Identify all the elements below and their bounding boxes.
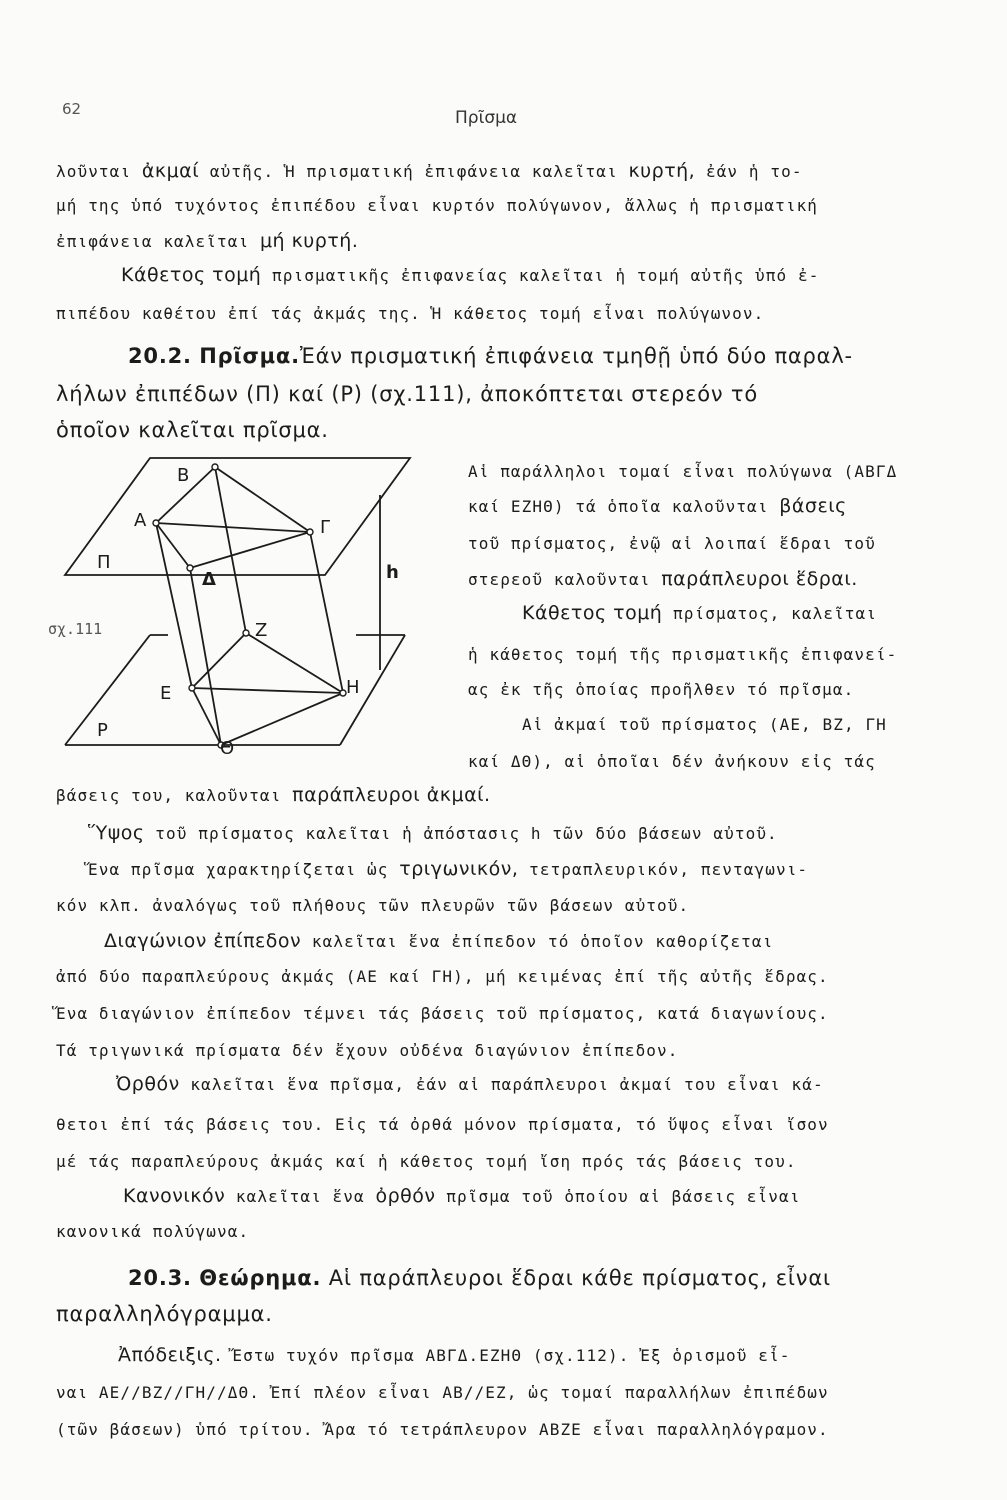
term-kathetos-tomi: Κάθετος τομή bbox=[121, 264, 262, 286]
base-edge bbox=[192, 688, 343, 693]
text-line-r4 bbox=[468, 568, 858, 590]
text: Ἕνα πρῖσμα χαρακτηρίζεται ὡς bbox=[88, 860, 400, 879]
text: τετραπλευρικόν, πενταγωνι- bbox=[518, 860, 809, 879]
plane-pi bbox=[65, 458, 410, 575]
term-trigoniko: τριγωνικόν, bbox=[399, 858, 519, 880]
text: Ἐάν πρισματική ἐπιφάνεια τμηθῇ ὑπό δύο παραλ- bbox=[299, 344, 853, 368]
label-h: h bbox=[386, 562, 399, 583]
label-Th: Θ bbox=[220, 738, 235, 759]
text-line-r7: ας ἐκ τῆς ὁποίας προῆλθεν τό πρῖσμα. bbox=[468, 680, 855, 699]
text: βάσεις του, καλοῦνται bbox=[56, 786, 293, 805]
text-line-2: μή της ὑπό τυχόντος ἐπιπέδου εἶναι κυρτόν πολύγωνον, ἄλλως ἡ πρισματική bbox=[56, 196, 819, 215]
text: ἀποκόπτεται στερεόν τό bbox=[480, 382, 758, 406]
text-line-r3: τοῦ πρίσματος, ἐνῷ αἱ λοιπαί ἕδραι τοῦ bbox=[468, 534, 876, 553]
text-line-25: ναι ΑΕ//ΒΖ//ΓΗ//ΔΘ. Ἐπί πλέον εἶναι ΑΒ//ΕΖ, ὡς τομαί παραλλήλων ἐπιπέδων bbox=[56, 1383, 829, 1402]
text: τοῦ πρίσματος καλεῖται ἡ ἀπόστασις h τῶν δύο βάσεων αὐτοῦ. bbox=[144, 824, 778, 843]
text-line-17 bbox=[116, 1073, 824, 1095]
text-line-11 bbox=[88, 858, 808, 880]
base-edge bbox=[246, 633, 343, 693]
vertex-A bbox=[153, 520, 159, 526]
text-line-r6: ἡ κάθετος τομή τῆς πρισματικῆς ἐπιφανεί- bbox=[468, 645, 898, 664]
text-line-r9: καί ΔΘ), αἱ ὁποῖαι δέν ἀνήκουν εἰς τάς bbox=[468, 752, 876, 771]
label-H: Η bbox=[346, 677, 360, 698]
text: στερεοῦ καλοῦνται bbox=[468, 570, 662, 589]
text: ἐπιφάνεια καλεῖται bbox=[56, 232, 260, 251]
text-line-r1: Αἱ παράλληλοι τομαί εἶναι πολύγωνα (ΑΒΓΔ bbox=[468, 462, 898, 481]
label-D: Δ bbox=[202, 569, 216, 590]
label-G: Γ bbox=[320, 517, 331, 538]
term-mi-kyrti: μή κυρτή. bbox=[259, 230, 359, 252]
term-apodeixis: Ἀπόδειξις. bbox=[118, 1344, 222, 1366]
text: πρῖσμα τοῦ ὁποίου αἱ βάσεις εἶναι bbox=[435, 1187, 801, 1206]
label-E: Ε bbox=[160, 683, 172, 704]
prism-figure bbox=[60, 455, 420, 765]
section-20-3-line bbox=[128, 1266, 831, 1290]
text: ἐάν ἡ το- bbox=[695, 162, 803, 181]
term-paraplevroi-edrai: παράπλευροι ἕδραι. bbox=[661, 568, 858, 590]
label-P: Ρ bbox=[97, 720, 108, 741]
term-vaseis: βάσεις bbox=[779, 495, 847, 517]
text-line-23: παραλληλόγραμμα. bbox=[56, 1302, 273, 1326]
base-edge bbox=[221, 693, 343, 745]
term-kathetos-tomi: Κάθετος τομή bbox=[522, 602, 663, 624]
section-number: 20.2. bbox=[128, 344, 192, 368]
vertex-G bbox=[307, 529, 313, 535]
section-number: 20.3. bbox=[128, 1266, 192, 1290]
text-line-r5 bbox=[522, 602, 877, 624]
base-edge bbox=[190, 532, 310, 568]
text: αὐτῆς. Ἡ πρισματική ἐπιφάνεια καλεῖται bbox=[199, 162, 629, 181]
base-edge bbox=[192, 633, 246, 688]
vertex-B bbox=[212, 464, 218, 470]
term-kanonikon: Κανονικόν bbox=[123, 1185, 226, 1207]
text-line-10 bbox=[88, 822, 778, 844]
text-line-14: ἀπό δύο παραπλεύρους ἀκμάς (ΑΕ καί ΓΗ), μή κειμένας ἐπί τῆς αὐτῆς ἕδρας. bbox=[56, 967, 829, 986]
text: λοῦνται bbox=[56, 162, 142, 181]
vertex-Z bbox=[243, 630, 249, 636]
text-line-r8: Αἱ ἀκμαί τοῦ πρίσματος (ΑΕ, ΒΖ, ΓΗ bbox=[522, 715, 887, 734]
label-A: Α bbox=[134, 510, 147, 531]
base-edge bbox=[156, 523, 310, 532]
text: Ἔστω τυχόν πρῖσμα ΑΒΓΔ.ΕΖΗΘ (σχ.112). Ἐξ ὁρισμοῦ εἶ- bbox=[221, 1346, 791, 1365]
text-line-5: πιπέδου καθέτου ἐπί τάς ἀκμάς της. Ἡ κάθετος τομή εἶναι πολύγωνον. bbox=[56, 304, 765, 323]
base-edge bbox=[215, 467, 310, 532]
text: πρίσματος, καλεῖται bbox=[662, 604, 877, 623]
text-line-13 bbox=[104, 930, 773, 952]
text-line-12: κόν κλπ. ἀναλόγως τοῦ πλήθους τῶν πλευρῶν τῶν βάσεων αὐτοῦ. bbox=[56, 896, 690, 915]
term-paraplevroi-akmai: παράπλευροι ἀκμαί. bbox=[292, 784, 491, 806]
text-line-19: μέ τάς παραπλεύρους ἀκμάς καί ἡ κάθετος τομή ἴση πρός τάς βάσεις του. bbox=[56, 1152, 797, 1171]
term-orthon: Ὀρθόν bbox=[116, 1073, 180, 1095]
label-Pi: Π bbox=[97, 552, 111, 573]
text-line-15: Ἕνα διαγώνιον ἐπίπεδον τέμνει τάς βάσεις τοῦ πρίσματος, κατά διαγωνίους. bbox=[56, 1004, 829, 1023]
text-line-4 bbox=[121, 264, 819, 286]
lateral-edge-DTh bbox=[190, 568, 221, 745]
page-title: Πρῖσμα bbox=[455, 108, 518, 128]
text-line-16: Τά τριγωνικά πρίσματα δέν ἔχουν οὐδένα διαγώνιον ἐπίπεδον. bbox=[56, 1041, 679, 1060]
text: λήλων ἐπιπέδων (Π) καί (Ρ) (σχ.111), bbox=[56, 382, 481, 406]
term-akmai: ἀκμαί bbox=[141, 160, 200, 182]
text: καί ΕΖΗΘ) τά ὁποῖα καλοῦνται bbox=[468, 497, 780, 516]
text-line-8: ὁποῖον καλεῖται πρῖσμα. bbox=[56, 418, 329, 442]
vertex-D bbox=[187, 565, 193, 571]
text: Αἱ παράπλευροι ἕδραι κάθε πρίσματος, εἶναι bbox=[321, 1266, 831, 1290]
term-kyrti: κυρτή, bbox=[628, 160, 696, 182]
text-line-26: (τῶν βάσεων) ὑπό τρίτου. Ἄρα τό τετράπλευρον ΑΒΖΕ εἶναι παραλληλόγραμον. bbox=[56, 1420, 829, 1439]
text-line-18: θετοι ἐπί τάς βάσεις του. Εἰς τά ὀρθά μόνον πρίσματα, τό ὕψος εἶναι ἴσον bbox=[56, 1115, 829, 1134]
label-Z: Ζ bbox=[255, 620, 268, 641]
text-line-7 bbox=[56, 382, 758, 406]
text: καλεῖται ἕνα ἐπίπεδον τό ὁποῖον καθορίζεται bbox=[301, 932, 774, 951]
text-line-1 bbox=[56, 160, 803, 182]
text-line-r2 bbox=[468, 495, 847, 517]
text-line-24 bbox=[118, 1344, 790, 1366]
section-title: Θεώρημα. bbox=[199, 1266, 322, 1290]
text: πρισματικῆς ἐπιφανείας καλεῖται ἡ τομή αὐτῆς ὑπό ἐ- bbox=[261, 266, 820, 285]
figure-caption: σχ.111 bbox=[48, 620, 103, 638]
section-title: Πρῖσμα. bbox=[199, 344, 300, 368]
section-20-2-line bbox=[128, 344, 853, 368]
page-number: 62 bbox=[62, 100, 82, 118]
vertex-E bbox=[189, 685, 195, 691]
term-orthon: ὀρθόν bbox=[375, 1185, 436, 1207]
text-line-3 bbox=[56, 230, 358, 252]
text: καλεῖται ἕνα bbox=[225, 1187, 376, 1206]
lateral-edge-BZ bbox=[215, 467, 246, 633]
term-diagonio-epipedo: Διαγώνιον ἐπίπεδον bbox=[104, 930, 302, 952]
text-line-9 bbox=[56, 784, 491, 806]
term-ypsos: Ὕψος bbox=[88, 822, 145, 844]
text-line-20 bbox=[123, 1185, 800, 1207]
label-B: Β bbox=[177, 465, 190, 486]
text: καλεῖται ἕνα πρῖσμα, ἐάν αἱ παράπλευροι ἀκμαί του εἶναι κά- bbox=[179, 1075, 824, 1094]
text-line-21: κανονικά πολύγωνα. bbox=[56, 1222, 250, 1241]
